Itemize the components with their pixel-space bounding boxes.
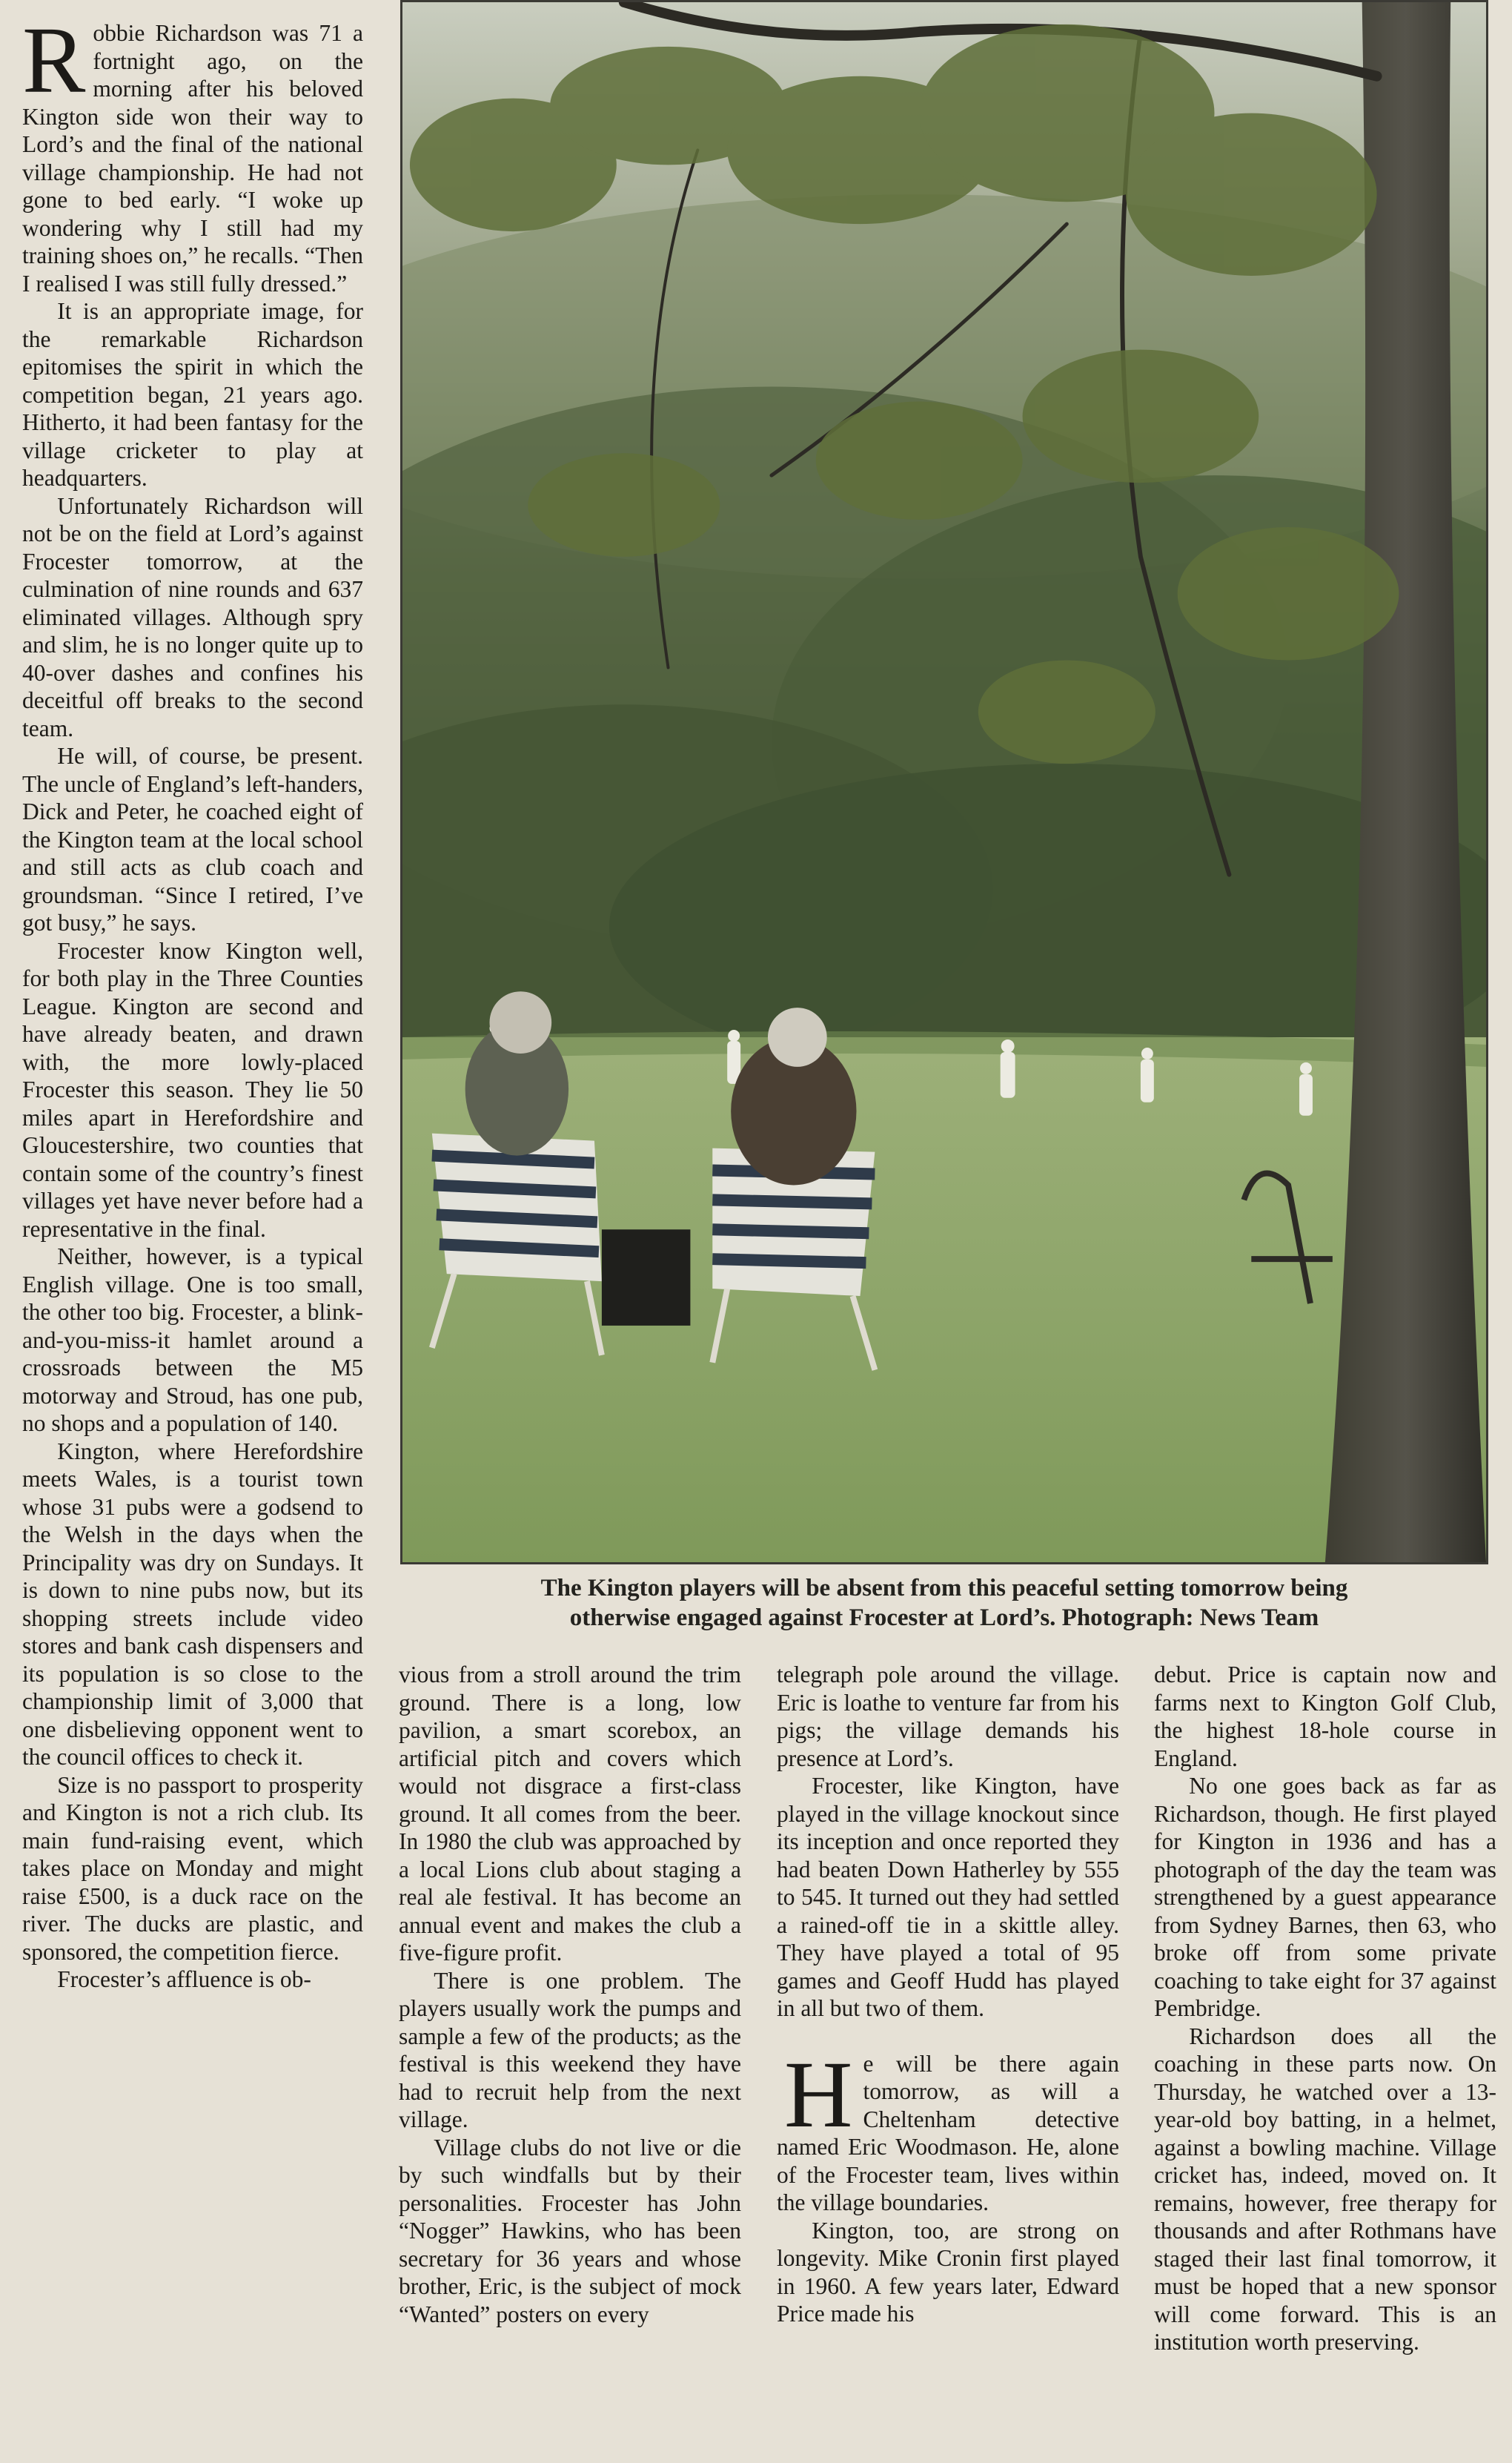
paragraph: Neither, however, is a typical English village. One is too small, the other too big. Frocester, a blink-and-you-miss-it hamlet around a crossroads between the M5 motorway and Stroud, has one pub, no shops and a population of 140. bbox=[22, 1243, 363, 1436]
paragraph: Unfortunately Richardson will not be on the field at Lord’s against Frocester tomorrow, at the culmination of nine rounds and 637 eliminated villages. Although spry and slim, he is no longer quite up to 40-over dashes and confines his deceitful off breaks to the second team. bbox=[22, 492, 363, 741]
caption-line: otherwise engaged against Frocester at Lord’s. Photograph: News Team bbox=[569, 1604, 1319, 1631]
paragraph: telegraph pole around the village. Eric is loathe to venture far from his pigs; the village demands his presence at Lord’s. bbox=[777, 1662, 1119, 1771]
article-column-middle-1 bbox=[399, 1661, 741, 2448]
paragraph: Frocester, like Kington, have played in the village knockout since its inception and once reported they had beaten Down Hatherley by 555 to 545. It turned out they had settled a rained-off tie in a skittle alley. They have played a total of 95 games and Geoff Hudd has played in all but two of them. bbox=[777, 1773, 1119, 2021]
photo-caption bbox=[400, 1573, 1488, 1633]
paragraph: There is one problem. The players usually work the pumps and sample a few of the products; as the festival is this weekend they have had to recruit help from the next village. bbox=[399, 1967, 741, 2132]
paragraph: Kington, too, are strong on longevity. Mike Cronin first played in 1960. A few years later, Edward Price made his bbox=[777, 2217, 1119, 2327]
paragraph-text: e will be there again tomorrow, as will a Cheltenham detective named Eric Woodmason. He, alone of the Frocester team, lives within the village boundaries. bbox=[777, 2050, 1119, 2215]
caption-line: The Kington players will be absent from this peaceful setting tomorrow being bbox=[540, 1575, 1348, 1601]
paragraph: Frocester know Kington well, for both play in the Three Counties League. Kington are second and have already beaten, and drawn with, the more lowly-placed Frocester this season. They lie 50 miles apart in Herefordshire and Gloucestershire, two counties that contain some of the country’s finest villages yet have never before had a representative in the final. bbox=[22, 937, 363, 1242]
paragraph: debut. Price is captain now and farms next to Kington Golf Club, the highest 18-hole course in England. bbox=[1154, 1662, 1496, 1771]
opening-paragraph bbox=[22, 19, 363, 297]
paragraph-text: obbie Richardson was 71 a fortnight ago, on the morning after his beloved Kington side won their way to Lord’s and the final of the national village championship. He had not gone to bed early. “I woke up wondering why I still had my training shoes on,” he recalls. “Then I realised I was still fully dressed.” bbox=[22, 20, 363, 297]
paragraph: Frocester’s affluence is ob- bbox=[57, 1966, 311, 1992]
paragraph: Richardson does all the coaching in these parts now. On Thursday, he watched over a 13-year-old boy batting, in a helmet, against a bowling machine. Village cricket has, indeed, moved on. It remains, however, free therapy for thousands and after Rothmans have staged their last final tomorrow, it must be hoped that a new sponsor will come forward. This is an institution worth preserving. bbox=[1154, 2023, 1496, 2355]
drop-cap-r: R bbox=[22, 19, 86, 113]
article-column-right bbox=[1154, 1661, 1496, 2448]
paragraph: He will, of course, be present. The uncle of England’s left-handers, Dick and Peter, he coached eight of the Kington team at the local school and still acts as club coach and groundsman. “Since I retired, I’ve got busy,” he says. bbox=[22, 743, 363, 936]
paragraph: It is an appropriate image, for the remarkable Richardson epitomises the spirit in which the competition began, 21 years ago. Hitherto, it had been fantasy for the village cricketer to play at headquarters. bbox=[22, 298, 363, 491]
paragraph: vious from a stroll around the trim ground. There is a long, low pavilion, a smart scorebox, an artificial pitch and covers which would not disgrace a first-class ground. It all comes from the beer. In 1980 the club was approached by a local Lions club about staging a real ale festival. It has become an annual event and makes the club a five-figure profit. bbox=[399, 1662, 741, 1966]
section-opening-paragraph bbox=[777, 2041, 1119, 2217]
paragraph: Size is no passport to prosperity and Kington is not a rich club. Its main fund-raising event, which takes place on Monday and might raise £500, is a duck race on the river. The ducks are plastic, and sponsored, the competition fierce. bbox=[22, 1771, 363, 1965]
paragraph: Village clubs do not live or die by such windfalls but by their personalities. Frocester has John “Nogger” Hawkins, who has been secretary for 36 years and whose brother, Eric, is the subject of mock “Wanted” posters on every bbox=[399, 2134, 741, 2327]
drop-cap-h: H bbox=[784, 2041, 853, 2147]
paragraph: Kington, where Herefordshire meets Wales, is a tourist town whose 31 pubs were a godsend to the Welsh in the days when the Principality was dry on Sundays. It is down to nine pubs now, but its shopping streets include video stores and bank cash dispensers and its population is so close to the championship limit of 3,000 that one disbelieving opponent went to the council offices to check it. bbox=[22, 1438, 363, 1770]
article-column-left bbox=[22, 19, 363, 2448]
paragraph: No one goes back as far as Richardson, though. He first played for Kington in 1936 and has a photograph of the day the team was strengthened by a guest appearance from Sydney Barnes, then 63, who broke off from some private coaching to take eight for 37 against Pembridge. bbox=[1154, 1773, 1496, 2021]
cricket-ground-photograph bbox=[400, 0, 1488, 1564]
article-column-middle-2 bbox=[777, 1661, 1119, 2448]
